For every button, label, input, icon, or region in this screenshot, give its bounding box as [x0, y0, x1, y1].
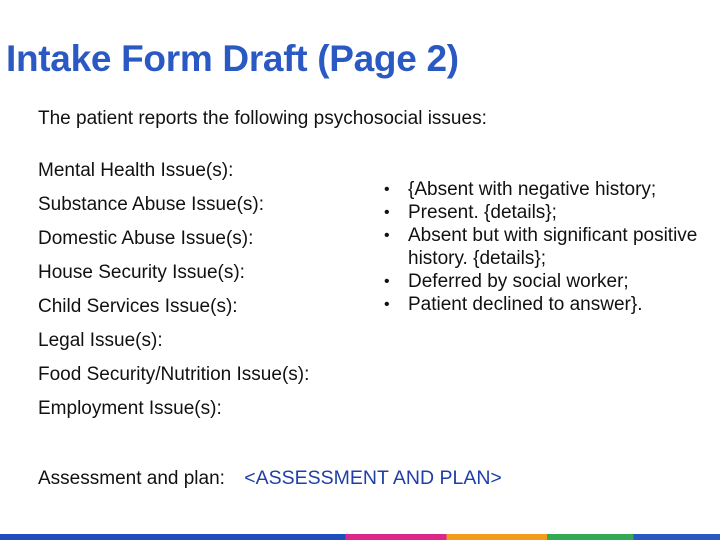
intro-text: The patient reports the following psychosocial issues:	[38, 108, 487, 129]
assessment-placeholder: <ASSESSMENT AND PLAN>	[244, 467, 502, 489]
option-list	[384, 178, 704, 316]
option-declined: • Patient declined to answer}.	[384, 293, 704, 316]
issue-legal: Legal Issue(s):	[38, 330, 163, 351]
option-present: • Present. {details};	[384, 201, 704, 224]
issue-list	[38, 160, 309, 432]
option-absent-significant: • Absent but with significant positive history. {details};	[384, 224, 704, 270]
page-title: Intake Form Draft (Page 2)	[6, 38, 459, 79]
assessment-label: Assessment and plan:	[38, 468, 225, 489]
assessment-row	[38, 467, 502, 490]
issue-employment: Employment Issue(s):	[38, 398, 222, 419]
issue-house-security: House Security Issue(s):	[38, 262, 245, 283]
footer-color-bar	[0, 534, 720, 540]
issue-food-security: Food Security/Nutrition Issue(s):	[38, 364, 310, 385]
option-absent-negative: • {Absent with negative history;	[384, 178, 704, 201]
issue-domestic-abuse: Domestic Abuse Issue(s):	[38, 228, 254, 249]
option-deferred: • Deferred by social worker;	[384, 270, 704, 293]
issue-substance-abuse: Substance Abuse Issue(s):	[38, 194, 265, 215]
issue-child-services: Child Services Issue(s):	[38, 296, 238, 317]
issue-mental-health: Mental Health Issue(s):	[38, 160, 234, 181]
